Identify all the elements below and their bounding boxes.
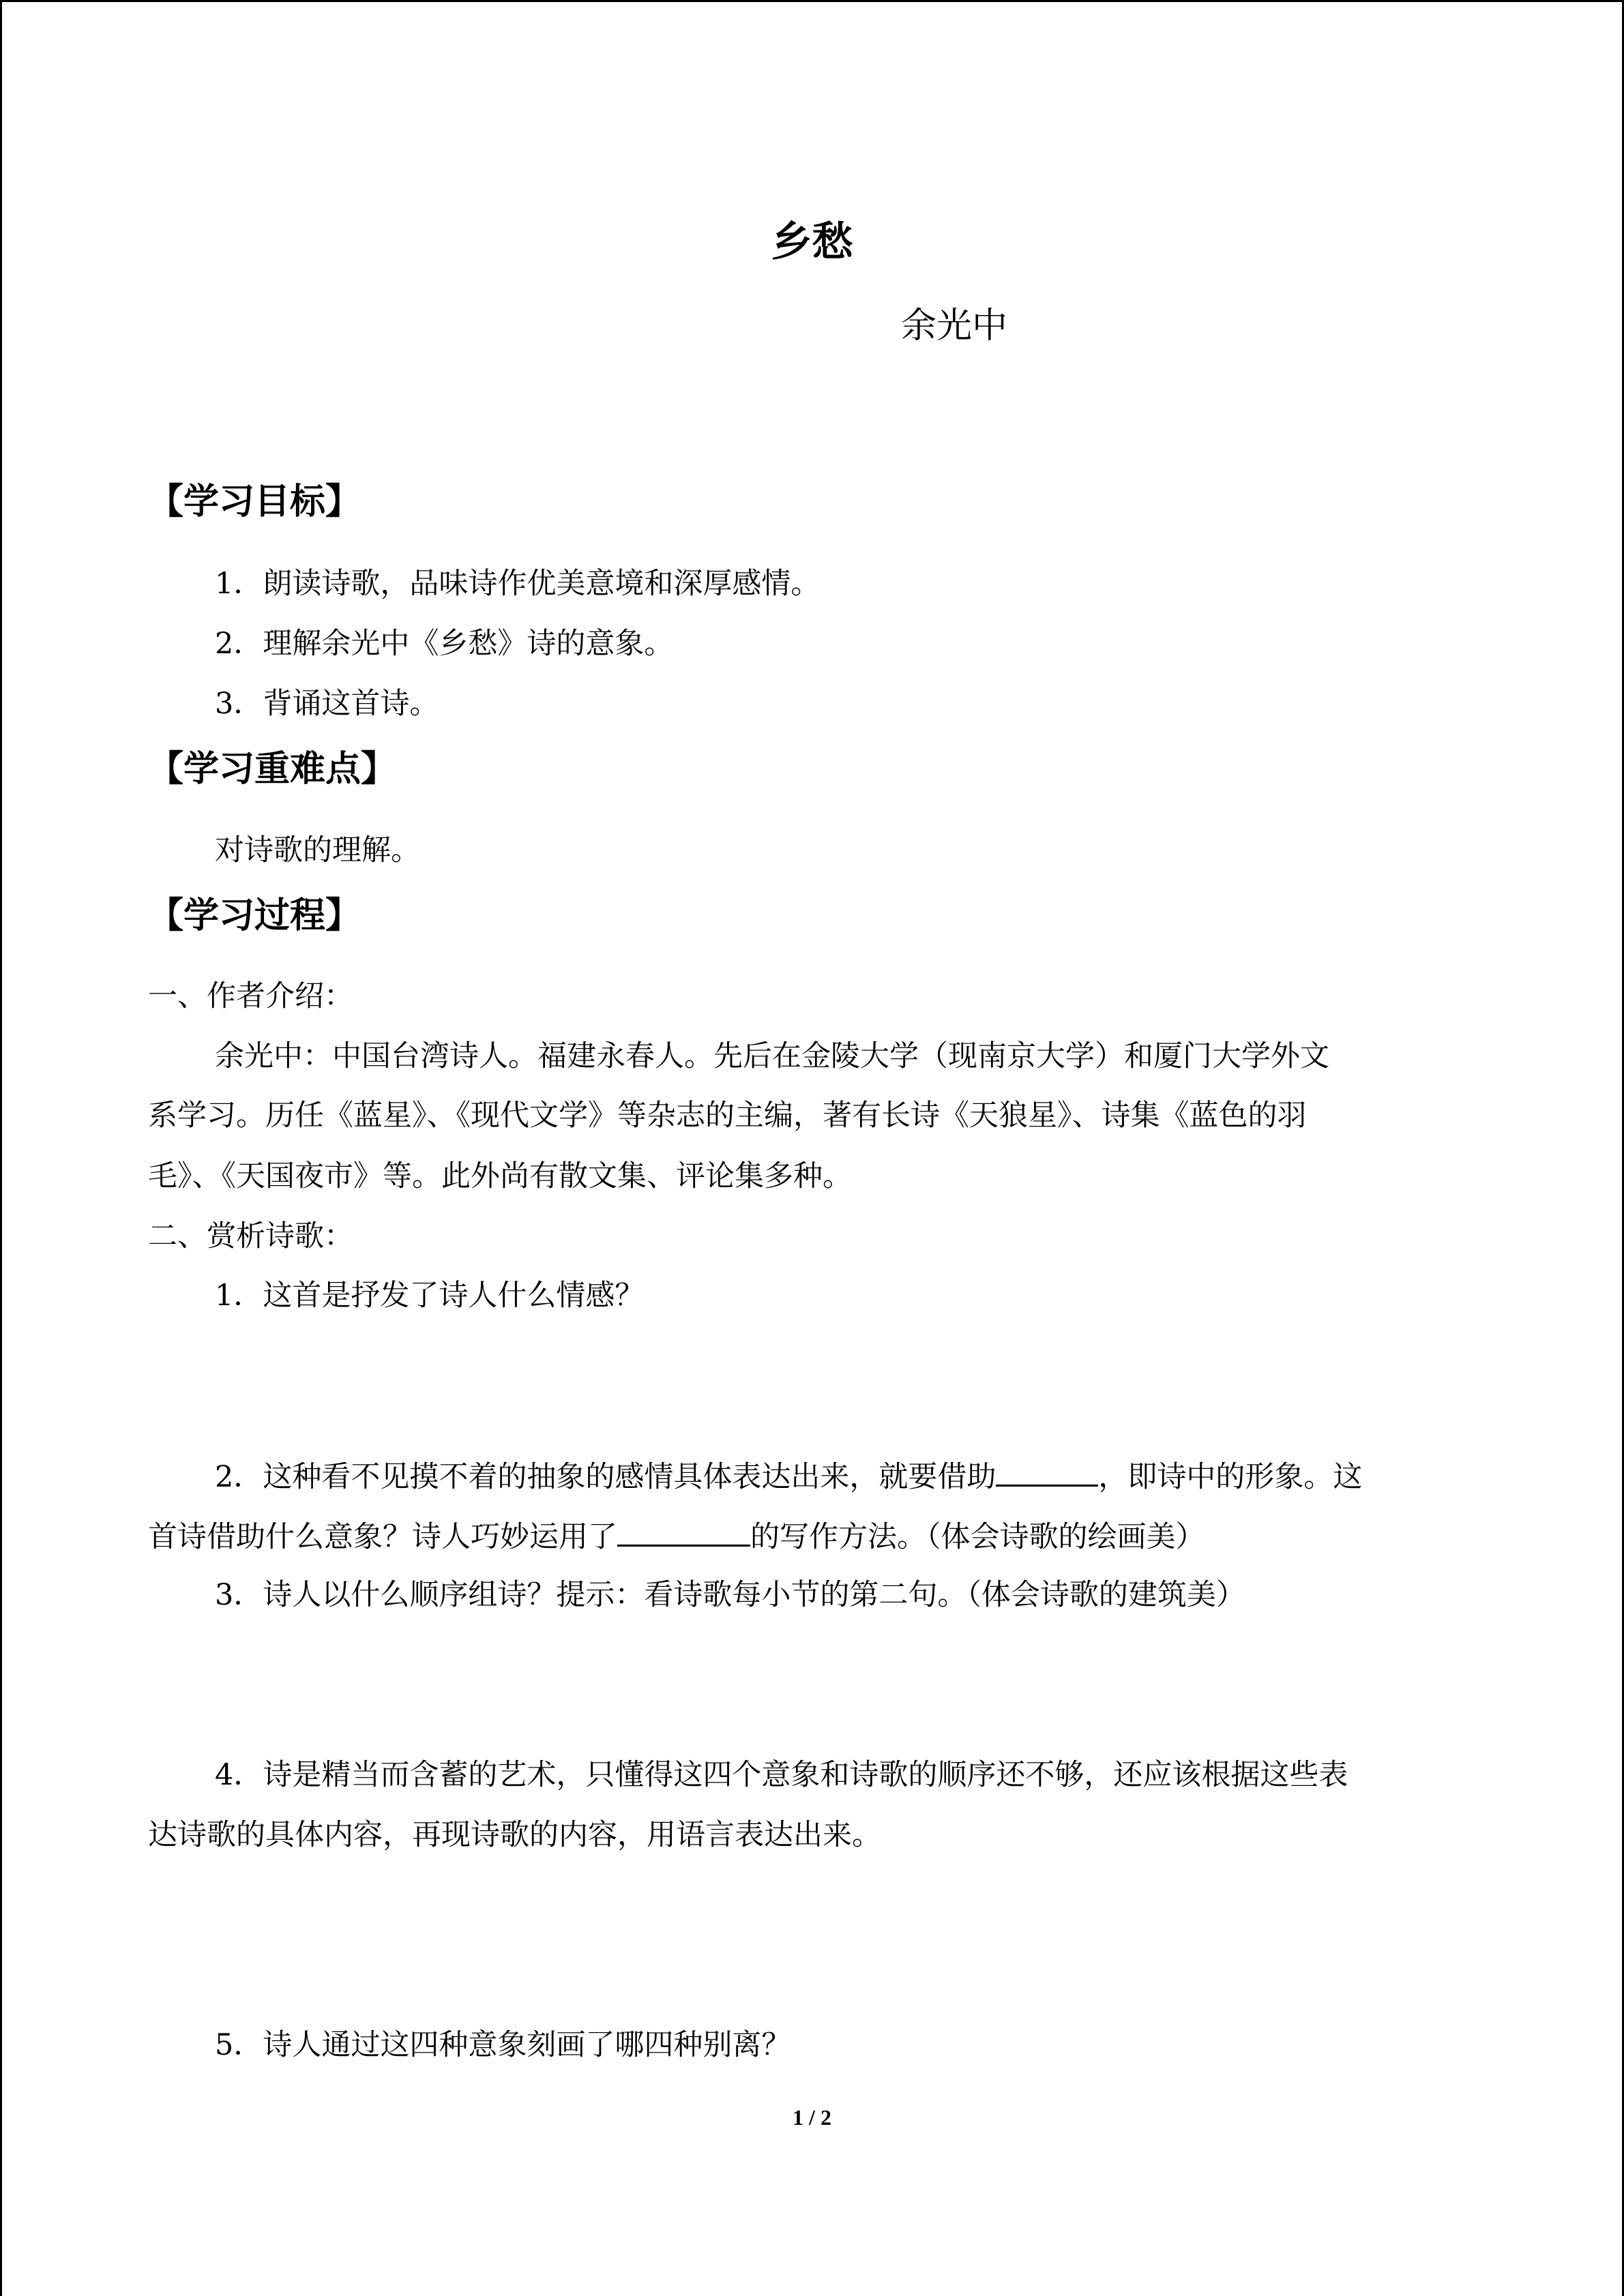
goal-item: 3．背诵这首诗。 (215, 687, 439, 721)
section-heading-goals: 【学习目标】 (148, 481, 361, 522)
section-heading-difficulty: 【学习重难点】 (148, 749, 397, 790)
question-5: 5．诗人通过这四种意象刻画了哪四种别离？ (215, 2028, 791, 2062)
goal-item: 2．理解余光中《乡愁》诗的意象。 (215, 627, 674, 661)
question-2-line-1 (215, 1455, 1362, 1497)
question-2-line-2 (148, 1515, 1205, 1557)
author-name: 余光中 (901, 305, 1008, 346)
author-intro-line: 毛》、《天国夜市》等。此外尚有散文集、评论集多种。 (148, 1159, 852, 1193)
question-4-line-2: 达诗歌的具体内容，再现诗歌的内容，用语言表达出来。 (148, 1818, 881, 1852)
author-intro-line: 余光中：中国台湾诗人。福建永春人。先后在金陵大学（现南京大学）和厦门大学外文 (215, 1039, 1329, 1073)
difficulty-text: 对诗歌的理解。 (215, 833, 420, 867)
question-1: 1．这首是抒发了诗人什么情感？ (215, 1279, 645, 1313)
goal-item: 1．朗读诗歌，品味诗作优美意境和深厚感情。 (215, 567, 821, 601)
question-2-text: 2．这种看不见摸不着的抽象的感情具体表达出来，就要借助 (215, 1460, 996, 1494)
part-label-author-intro: 一、作者介绍： (148, 979, 353, 1013)
question-3: 3．诗人以什么顺序组诗？提示：看诗歌每小节的第二句。（体会诗歌的建筑美） (215, 1578, 1245, 1612)
document-title: 乡愁 (771, 218, 853, 266)
part-label-analysis: 二、赏析诗歌： (148, 1219, 353, 1253)
author-intro-line: 系学习。历任《蓝星》、《现代文学》等杂志的主编，著有长诗《天狼星》、诗集《蓝色的羽 (148, 1099, 1307, 1133)
question-2-text: 首诗借助什么意象？诗人巧妙运用了 (148, 1520, 617, 1554)
question-2-text: 的写作方法。（体会诗歌的绘画美） (750, 1520, 1205, 1554)
answer-blank[interactable] (996, 1455, 1098, 1487)
page-number: 1 / 2 (793, 2105, 831, 2130)
question-2-text: ，即诗中的形象。这 (1098, 1460, 1363, 1494)
question-4-line-1: 4．诗是精当而含蓄的艺术，只懂得这四个意象和诗歌的顺序还不够，还应该根据这些表 (215, 1758, 1348, 1792)
section-heading-process: 【学习过程】 (148, 895, 361, 936)
answer-blank[interactable] (617, 1515, 750, 1547)
